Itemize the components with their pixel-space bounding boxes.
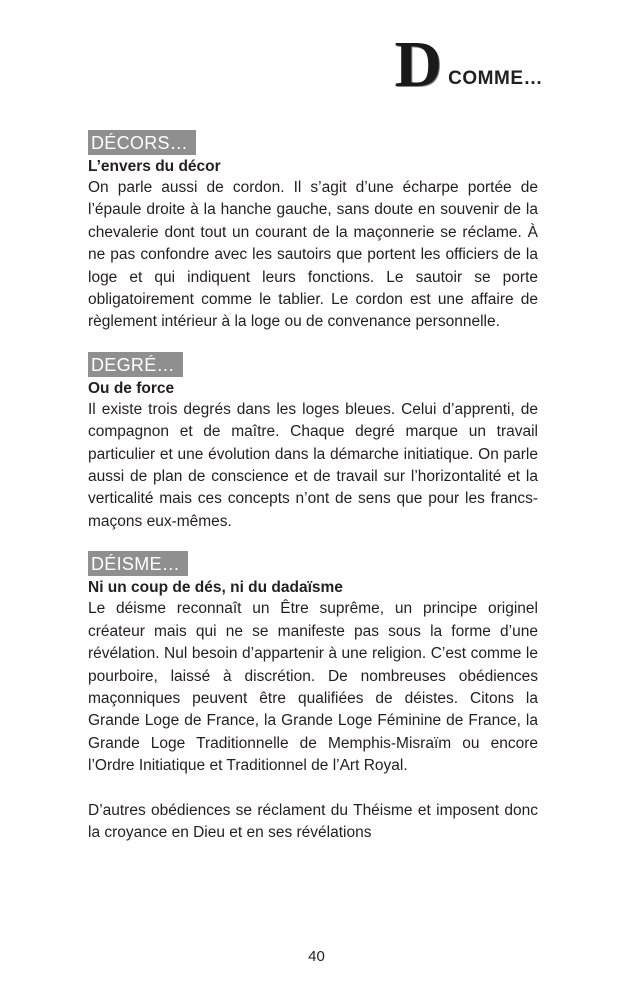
section-deisme bbox=[88, 551, 538, 844]
section-label: DEGRÉ… bbox=[88, 352, 183, 377]
section-subtitle: Ni un coup de dés, ni du dadaïsme bbox=[88, 579, 343, 597]
page-number: 40 bbox=[308, 948, 325, 965]
section-decors bbox=[88, 130, 538, 334]
section-subtitle: Ou de force bbox=[88, 379, 175, 397]
dropcap-letter: D bbox=[394, 28, 443, 101]
section-paragraph: Il existe trois degrés dans les loges bleues. Celui d’apprenti, de compagnon et de maître. Chaque degré marque un travail particulier et une évolution dans la démarche initiatique. On parle aussi de plan de conscience et de travail sur l’horizontalité et la verticalité mais ces concepts n’ont de sens que pour les francs-maçons eux-mêmes. bbox=[88, 400, 538, 530]
section-label: DÉISME… bbox=[88, 551, 188, 576]
section-paragraph: On parle aussi de cordon. Il s’agit d’une écharpe portée de l’épaule droite à la hanche gauche, sans doute en souvenir de la chevalerie dont tout un courant de la maçonnerie se réclame. À ne pas confondre avec les sautoirs que portent les officiers de la loge et qui indiquent leurs fonctions. Le sautoir se porte obligatoirement comme le tablier. Le cordon est une affaire de règlement intérieur à la loge ou de convenance personnelle. bbox=[88, 179, 538, 331]
section-paragraph: Le déisme reconnaît un Être suprême, un principe originel créateur mais qui ne se manifeste pas sous la forme d’une révélation. Nul besoin d’appartenir à une religion. C’est comme le pourboire, laissé à discrétion. De nombreuses obédiences maçonniques peuvent être qualifiées de déistes. Citons la Grande Loge de France, la Grande Loge Féminine de France, la Grande Loge Traditionnelle de Memphis-Misraïm ou encore l’Ordre Initiatique et Traditionnel de l’Art Royal. bbox=[88, 600, 538, 775]
header-title: COMME… bbox=[448, 68, 543, 89]
page-content bbox=[88, 130, 538, 862]
section-degre bbox=[88, 352, 538, 533]
page-header bbox=[394, 28, 544, 101]
section-paragraph: D’autres obédiences se réclament du Théisme et imposent donc la croyance en Dieu et en ses révélations bbox=[88, 801, 538, 841]
section-subtitle: L’envers du décor bbox=[88, 158, 221, 175]
section-label: DÉCORS… bbox=[88, 130, 196, 155]
